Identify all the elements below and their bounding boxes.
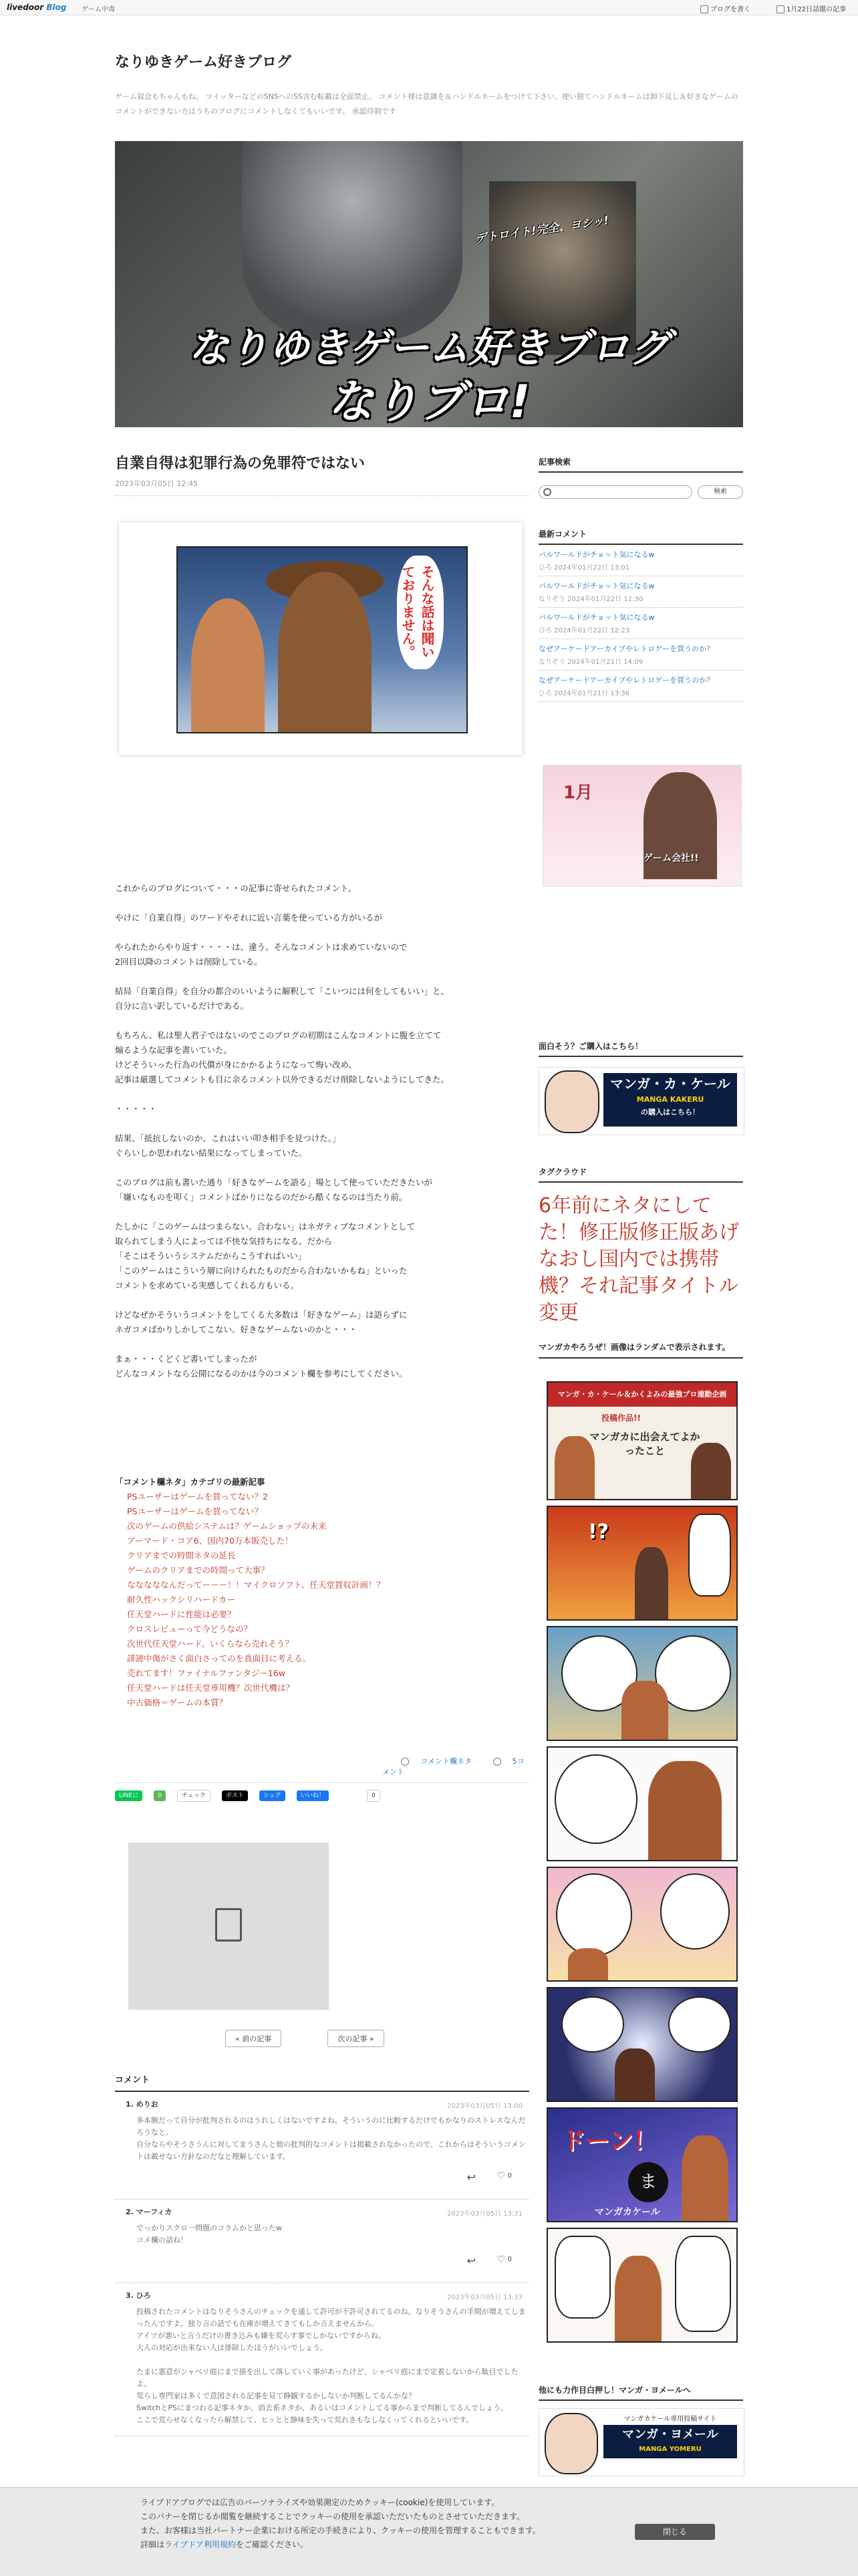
- hatena-bookmark-button[interactable]: 0: [367, 1790, 380, 1802]
- cookie-banner: [0, 2487, 858, 2576]
- banner-subtitle: ゲーム会社!!: [644, 853, 699, 864]
- speech-bubble: [675, 2236, 731, 2332]
- recent-comment-link[interactable]: パルワールドがチョット気になるw: [539, 550, 655, 559]
- write-blog-link[interactable]: ブログを書く: [700, 3, 750, 13]
- like-count: 0: [507, 2256, 512, 2263]
- comment-actions: [136, 2246, 529, 2273]
- calendar-icon: [776, 5, 784, 13]
- comment-text: でっかりスクロ一問題のコラムかと思ったw コメ欄の話ね！: [136, 2224, 282, 2244]
- comment-count-link[interactable]: 5コメント: [382, 1757, 525, 1776]
- comment-date: 2023年03月05日 13:31: [447, 2210, 523, 2218]
- cookie-text: ライブドアブログでは広告のパーソナライズや効果測定のためクッキー(cookie)を使用しています。 このバナーを閉じるか閲覧を継続することでクッキーの使用を承認いただいたものとさせていただきます。 また、お客様は当社パートナー企業における所定の手続きにより、クッキーの使用を管理することもできます。 詳細はライブドア利用規約をご確認ください。: [140, 2498, 541, 2549]
- manga-panel-2[interactable]: [547, 1506, 738, 1621]
- category-tag-link[interactable]: コメント欄ネタ: [392, 1757, 472, 1766]
- category-link[interactable]: 次世代任天堂ハード、いくらなら売れそう？: [127, 1639, 293, 1649]
- recent-comment-item: [539, 545, 743, 576]
- paragraph: けどなぜかそういうコメントをしてくる大多数は「好きなゲーム」は語らずに ネガコメばかりしかしてこない。好きなゲームないのかと・・・: [115, 1310, 408, 1334]
- comment-text: 多本腕だって自分が批判されるのはうれしくはないですよね。そういうのに比較するだけでもかなりのストレスなんだろうなと。 自分ならやそうさうんに対してまうさんと他の批判的なコメントは掲載されなかったので、これからはそういうコメントは載せない方針なのだなと理解しています。: [136, 2116, 526, 2161]
- search-button[interactable]: 検索: [698, 485, 743, 499]
- manga-panel: [176, 546, 468, 733]
- character: [691, 1443, 731, 1499]
- heart-icon[interactable]: ♡: [496, 2171, 505, 2182]
- comments-section: [115, 2073, 529, 2436]
- category-link[interactable]: 次のゲームの供給システムは？ゲームショップの未来: [127, 1521, 327, 1531]
- blog-title[interactable]: なりゆきゲーム好きブログ: [115, 54, 292, 71]
- search-input[interactable]: [539, 485, 692, 499]
- tag-cloud-heading: タグクラウド: [539, 1166, 743, 1183]
- header-small-caption: デトロイト!完全、ヨシッ!: [474, 214, 610, 246]
- recent-comment-item: [539, 608, 743, 639]
- manga-kakeru-banner[interactable]: [539, 1067, 744, 1135]
- character: [555, 1436, 595, 1499]
- prev-article-button[interactable]: « 前の記事: [225, 2030, 281, 2047]
- panel-brand: マンガカケール: [595, 2207, 660, 2218]
- panel-header: マンガ・カ・ケール＆かくよみの最強プロ連動企画: [548, 1383, 736, 1407]
- recent-comments-heading: 最新コメント: [539, 528, 743, 545]
- comment-author: 2. マーフィカ: [126, 2208, 172, 2216]
- header-title-line1: なりゆきゲーム好きブログ: [188, 325, 670, 372]
- speech-bubble: [688, 1514, 731, 1597]
- next-article-button[interactable]: 次の記事 »: [327, 2030, 384, 2047]
- header-title-line2: なりブロ!: [327, 376, 531, 427]
- livedoor-logo[interactable]: livedoor Blog: [7, 3, 67, 12]
- category-link[interactable]: クロスレビューって今どうなの？: [127, 1624, 253, 1634]
- reply-icon[interactable]: ↩: [466, 2254, 476, 2267]
- article-image[interactable]: [119, 522, 523, 755]
- character: [615, 2048, 655, 2101]
- like-count: 0: [507, 2172, 512, 2180]
- recent-comment-item: [539, 576, 743, 608]
- category-latest-list: [115, 1475, 529, 1710]
- article-title[interactable]: 自業自得は犯罪行為の免罪符ではない: [115, 455, 366, 472]
- manga-panel-8[interactable]: [547, 2228, 738, 2343]
- speech-bubble: そんな話は聞いておりません。: [397, 556, 444, 669]
- paragraph: 結果、「抵抗しないのか、これはいい叩き相手を見つけた。」 ぐらいしか思われない結果になってしまっていた。: [115, 1133, 341, 1158]
- category-link[interactable]: 任天堂ハードは任天堂専用機？次世代機は？: [127, 1683, 295, 1693]
- manga-panel-6[interactable]: [547, 1987, 738, 2102]
- recent-comment-item: [539, 639, 743, 671]
- article-date: 2023年03月05日 12:45: [115, 478, 529, 496]
- header-image[interactable]: [115, 141, 743, 427]
- character: [648, 1761, 722, 1860]
- speech-bubble: [555, 2236, 611, 2319]
- facebook-like-button[interactable]: いいね！: [297, 1790, 329, 1801]
- broken-document-icon: [215, 1908, 242, 1942]
- speech-bubble: [668, 1996, 731, 2053]
- pencil-icon: [700, 5, 708, 13]
- robot-figure: [242, 141, 462, 342]
- manga-panel-4[interactable]: [547, 1746, 738, 1861]
- paragraph: ・・・・・: [115, 1104, 157, 1114]
- january-banner[interactable]: [543, 765, 742, 887]
- recent-comment-meta: ひろ 2024年01月21日 13:36: [539, 690, 630, 697]
- paragraph: やられたからやり返す・・・・は、違う。そんなコメントは求めていないので 2回目以降のコメントは削除している。: [115, 942, 408, 967]
- recent-comment-link[interactable]: なぜアーケードアーカイブやレトロゲーを買うのか？: [539, 676, 714, 685]
- comment-author: 1. めりお: [126, 2100, 158, 2109]
- manga-panel-3[interactable]: [547, 1626, 738, 1741]
- recent-comments-list: [539, 545, 743, 702]
- character: [635, 1547, 668, 1619]
- category-link[interactable]: 中古価格＝ゲームの本質？: [127, 1697, 228, 1708]
- search-icon: [543, 488, 551, 496]
- manga-girl-icon: [545, 1070, 599, 1133]
- recent-comment-meta: ひろ 2024年01月22日 13:01: [539, 564, 630, 572]
- manga-girl-icon: [545, 2413, 598, 2474]
- terms-link[interactable]: ライブドア利用規約: [164, 2540, 236, 2549]
- category-link[interactable]: 誹謗中傷がさく面白さってのを真面目に考える。: [127, 1653, 311, 1663]
- blog-description: ゲーム叙念もちゃんもね。 ツイッターなどのSNSへのSS含む転載は全面禁止。 コメント様は意識を＆ハンドルネームをつけて下さい。使い捨てハンドルネームは卸下見し＆好きなゲームのコメントができない方はうちのブログにコメントしなくてもいいです。 承認待制です: [115, 92, 738, 116]
- category-link[interactable]: ゲームのクリアまでの時間って大事？: [127, 1565, 269, 1575]
- article-meta: [382, 1756, 529, 1777]
- character-cowboy: [278, 572, 372, 732]
- line-share-button[interactable]: LINEに: [115, 1790, 142, 1801]
- comment-actions: [136, 2163, 529, 2190]
- check-button[interactable]: チェック: [177, 1790, 210, 1802]
- recent-comments: [539, 528, 743, 702]
- heart-icon[interactable]: ♡: [496, 2254, 505, 2265]
- recent-comment-link[interactable]: パルワールドがチョット気になるw: [539, 582, 655, 590]
- character-girl: [191, 598, 265, 732]
- yomeru-heading: 他にも力作目白押し！マンガ・ヨメールへ: [539, 2384, 743, 2401]
- speech-bubble: [660, 1873, 730, 1950]
- nav-game-link[interactable]: ゲーム中毒: [82, 6, 115, 13]
- share-bar: [115, 1782, 529, 1807]
- manga-panel-7[interactable]: [547, 2107, 738, 2222]
- search-heading: 記事検索: [539, 456, 743, 473]
- comment-item: [115, 2283, 529, 2436]
- facebook-share-button[interactable]: シェア: [259, 1790, 285, 1801]
- yomeru-logo: マンガ・ヨメール MANGA YOMERU: [603, 2425, 737, 2458]
- plus-share-button[interactable]: 0: [154, 1790, 166, 1801]
- comment-icon: [493, 1758, 501, 1766]
- recent-comment-link[interactable]: パルワールドがチョット気になるw: [539, 613, 655, 622]
- ma-logo-icon: ま: [628, 2162, 668, 2202]
- comment-date: 2023年03月05日 13:33: [447, 2294, 523, 2301]
- top-bar: [0, 0, 858, 15]
- character: [615, 2256, 662, 2341]
- category-link[interactable]: 任天堂ハードに性能は必要？: [127, 1609, 236, 1619]
- category-link[interactable]: 耐久性ハックシリハードカー: [127, 1595, 235, 1605]
- manga-panel-5[interactable]: [547, 1867, 738, 1982]
- article: [115, 452, 529, 2424]
- speech-bubble: [555, 1754, 637, 1844]
- paragraph: これからのブログについて・・・の記事に寄せられたコメント。: [115, 883, 357, 893]
- comment-item: [115, 2200, 529, 2283]
- paragraph: たしかに「このゲームはつまらない。合わない」はネガティブなコメントとして 取られてしまう人によっては不快な気持ちになる。だから 「そこはそういうシステムだからこうすればいい」 「このゲームはこういう層に向けられたものだから合わないかもね」といった コメントを求めている実感してくれる方もいる。: [115, 1221, 416, 1290]
- recent-comment-meta: ひろ 2024年01月22日 12:23: [539, 627, 630, 634]
- yomeru-top-caption: マンガカケール専用投稿サイト: [623, 2416, 717, 2423]
- character: [568, 1948, 608, 1980]
- x-post-button[interactable]: ポスト: [222, 1790, 248, 1801]
- panel-tag: 投稿作品!!: [601, 1413, 641, 1423]
- month-label: 1月: [563, 783, 593, 803]
- promo-heading: 面白そう？ご購入はこちら！: [539, 1040, 743, 1057]
- category-link[interactable]: クリアまでの時間ネタの延長: [127, 1550, 236, 1560]
- folder-icon: [401, 1758, 409, 1766]
- article-body: [115, 881, 529, 1396]
- cookie-close-button[interactable]: 閉じる: [635, 2524, 715, 2540]
- recent-comment-link[interactable]: なぜアーケードアーカイブやレトロゲーを買うのか？: [539, 645, 714, 653]
- random-manga-heading: マンガカやろうぜ！画像はランダムで表示されます。: [539, 1341, 743, 1359]
- manga-kakeru-logo: マンガ・カ・ケール MANGA KAKERU の購入はこちら！: [603, 1073, 737, 1127]
- paragraph: このブログは前も書いた通り「好きなゲームを語る」場として使っていただきたいが 「嫌いなものを叩く」コメントばかりになるのだから酷くなるのは当たり前。: [115, 1177, 433, 1202]
- tag-cloud[interactable]: 6年前にネタにしてた！修正版修正版あげなおし国内では携帯機？それ記事タイトル変更: [539, 1194, 739, 1324]
- character: [682, 2135, 728, 2221]
- speech-bubble: [561, 1996, 624, 2053]
- search-form: [539, 485, 743, 499]
- category-heading: 「コメント欄ネタ」カテゴリの最新記事: [115, 1477, 265, 1487]
- category-link[interactable]: アーマード・コア6、国内70万本販売した！: [127, 1536, 293, 1546]
- panel-caption: マンガカに出会えてよかったこと: [589, 1431, 700, 1457]
- paragraph: まぁ・・・くどくど書いてしまったが どんなコメントなら公開になるのかは今のコメント欄を参考にしてください。: [115, 1354, 408, 1379]
- comment-item: [115, 2092, 529, 2200]
- comments-heading: コメント: [115, 2073, 529, 2092]
- trending-articles-link[interactable]: 1月22日話題の記事: [776, 3, 846, 13]
- recent-comment-item: [539, 671, 743, 702]
- character: [621, 1681, 668, 1740]
- paragraph: 結局「自業自得」を自分の都合のいいように解釈して「こいつには何をしてもいい」と、 自分に言い訳しているだけである。: [115, 986, 450, 1011]
- paragraph: やけに「自業自得」のワードやそれに近い言葉を使っている方がいるが: [115, 913, 383, 923]
- article-pager: [225, 2030, 427, 2047]
- category-link[interactable]: PSユーザーはゲームを買ってない？: [127, 1506, 263, 1516]
- category-link[interactable]: 売れてます！ファイナルファンタジー16w: [127, 1668, 286, 1678]
- manga-panel-1[interactable]: [547, 1381, 738, 1500]
- embedded-placeholder[interactable]: [128, 1843, 329, 2010]
- recent-comment-meta: なりぞう 2024年01月22日 12:30: [539, 596, 644, 603]
- comment-text: 投稿されたコメントはなりそうさんのチェックを通して許可が不許可されてるのね。なりそうさんの手間が増えてしまったんですよ。独り言の話でも在庫が増えてきてもしか言えませんから。 アイツが悪いと言うだけの書き込みも嫌を荒らす事でしかないですからね。 大人の対応が出来ない人は排除したほうがいいでしょう。 たまに悪意がシャベリ庭にまで掛を出して落していく事があったけど、シャベリ庭にまで定着しないから駄目でしたよ。 荒らし専門家は多くで意図される記事を見て静観するかしないか判断してるんかな？ SwitchとPSにまつわる記事ネタか、消去系ネタか、あるいはコメントしてる事からまで判断してるんでしょう。 ここで荒らせなくなったら解禁して、ヒッとと静味を失って荒れきもなしなくってくれるといいです。: [136, 2307, 526, 2424]
- category-link[interactable]: なななななんだってーーー！！マイクロソフト、任天堂買収計画！？: [127, 1580, 385, 1590]
- comment-date: 2023年03月05日 13:00: [447, 2103, 523, 2110]
- reply-icon[interactable]: ↩: [466, 2171, 476, 2184]
- recent-comment-meta: なりぞう 2024年01月21日 14:09: [539, 659, 644, 666]
- panel-shout: ドーン！: [561, 2127, 658, 2155]
- manga-yomeru-banner[interactable]: [539, 2408, 744, 2476]
- speech-bubble: [556, 1873, 632, 1956]
- panel-shout: !?: [588, 1520, 609, 1544]
- category-link[interactable]: PSユーザーはゲームを買ってない？2: [127, 1492, 268, 1502]
- paragraph: もちろん、私は聖人君子ではないのでこのブログの初期はこんなコメントに腹を立てて 煽るような記事を書いていた。 けどそういった行為の代償が身にかかるようになって悔い改め、 記事は厳選してコメントも目に余るコメント以外できるだけ削除しないようにしてきた。: [115, 1030, 450, 1084]
- comment-author: 3. ひろ: [126, 2291, 151, 2300]
